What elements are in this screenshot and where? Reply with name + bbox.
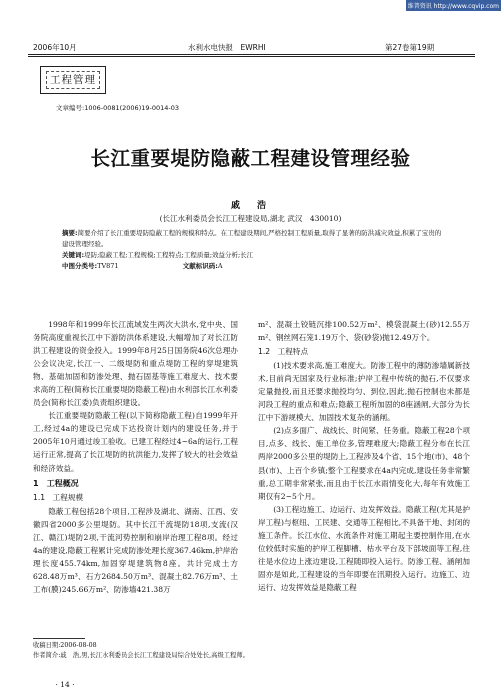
section-label: 工程管理 [46,71,100,89]
header-journal: 水利水电快报 EWRHI [188,43,266,52]
header-volume: 第27卷第19期 [385,43,435,52]
body-paragraph: (1)技术要求高,施工难度大。防渗工程中的薄防渗墙属新技术,目前尚无国家及行业标准;护岸工程中传统的抛石,不仅要求定量抛投,而且还要求抛投均匀、到位,因此,抛石控制也未都是河段工程的重点和难点;隐蔽工程所加固的8座涵闸,大部分为长江中下游规模大、加固技术复杂的涵闸。 [258,361,470,423]
author: 戚 浩 [230,201,270,211]
body-paragraph: (2)点多面广、战线长、时间紧、任务重。隐蔽工程28个项目,点多、线长、施工单位多,管理难度大;隐蔽工程分布在长江两岸2000多公里的堤防上,工程涉及4个省、15个地(市)、48个县(市)、上百个乡镇;整个工程要求在4a内完成,建设任务非常繁重,总工期非常紧张,而且由于长江水雨情变化大,每年有效施工期仅有2~5个月。 [258,426,470,501]
footnote-rule [33,638,85,639]
subsection-heading: 1.1 工程规模 [33,492,84,502]
section-label-box [40,66,106,94]
body-paragraph: 长江重要堤防隐蔽工程(以下简称隐蔽工程)自1999年开工,经过4a的建设已完成下达投资计划内的建设任务,并于2005年10月通过竣工验收。已建工程经过4~6a的运行,工程运行正常,提高了长江堤防的抗洪能力,发挥了较大的社会效益和经济效益。 [33,411,238,473]
subsection-heading: 1.2 工程特点 [258,347,309,357]
body-paragraph: 隐蔽工程包括28个项目,工程涉及湖北、湖南、江西、安徽四省2000多公里堤防。其中长江干流堤防18项,支流(汉江、赣江)堤防2项,干流河势控制和崩岸治理工程8项。经过4a的建设,隐蔽工程累计完成防渗处理长度367.46km,护岸治理长度455.74km,加固穿堤建筑物8座。共计完成土方628.48万m³、石方2684.50万m³、混凝土82.76万m³、土工布(膜)245.66万m²、防渗墙421.38万 [33,506,238,594]
article-number: 文章编号:1006-0081(2006)19-0014-03 [56,104,180,112]
affiliation: (长江水利委员会长江工程建设局,湖北 武汉 430010) [159,214,342,223]
classification [62,261,446,272]
header-date: 2006年10月 [33,43,77,52]
page-number: · 14 · [55,680,75,689]
doc-value: A [217,262,223,270]
keywords-text: 堤防;隐蔽工程;工程规模;工程特点;工程质量;效益分析;长江 [84,251,254,259]
abstract [62,228,446,250]
left-column [33,318,238,596]
received-date: 收稿日期:2006-08-08 [33,642,97,649]
cls-label: 中图分类号: [62,262,98,270]
footnote [33,641,249,660]
section-heading: 1 工程概况 [33,478,79,488]
header-rule-thin [28,56,475,57]
body-paragraph: m²、混凝土铰链沉排100.52万m²、模袋混凝土(砂)12.55万m²、钢丝网石笼1.19万个、袋(砂袋)抛12.49万个。 [258,320,470,343]
body-paragraph: 1998年和1999年长江流域发生两次大洪水,党中央、国务院高度重视长江中下游防洪体系建设,大幅增加了对长江防洪工程建设的资金投入。1999年8月25日国务院46次总理办公会议决定,长江一、二级堤防和重点堤防工程的穿堤建筑物、基础加固和防渗处理、抛石固基等施工难度大、技术要求高的工程(简称长江重要堤防隐蔽工程)由水利部长江水利委员会(简称长江委)负责组织建设。 [33,320,238,408]
author-info: 作者简介:戚 浩,男,长江水利委员会长江工程建设局综合处处长,高级工程师。 [33,651,249,659]
body-paragraph: (3)工程边施工、边运行、边发挥效益。隐蔽工程(尤其是护岸工程)与枢纽、工民建、交通等工程相比,不具备干地、封闭的施工条件。长江水位、水流条件对施工期起主要控制作用,在水位较低时实施的护岸工程脚槽、枯水平台及下部坡面等工程,往往是水位边上涨边建设,工程随即投入运行。防渗工程、涵闸加固亦是如此,工程建设的当年即要在汛期投入运行。边施工、边运行、边发挥效益是隐蔽工程 [258,504,470,592]
keywords-label: 关键词: [62,251,85,259]
cls-value: TV871 [97,262,119,270]
doc-label: 文献标识码: [182,262,218,270]
abstract-block [62,228,446,272]
keywords [62,250,446,261]
watermark: 维普资讯 http://www.cqvip.com [406,0,501,11]
paper-title: 长江重要堤防隐蔽工程建设管理经验 [90,147,411,170]
right-column [258,318,470,594]
header-rule [28,54,475,55]
abstract-label: 摘要: [62,229,78,237]
abstract-text: 简要介绍了长江重要堤防隐蔽工程的规模和特点。在工程建设期间,严格控制工程质量,取得了显著的防洪减灾效益,积累了宝贵的建设管理经验。 [62,229,442,248]
